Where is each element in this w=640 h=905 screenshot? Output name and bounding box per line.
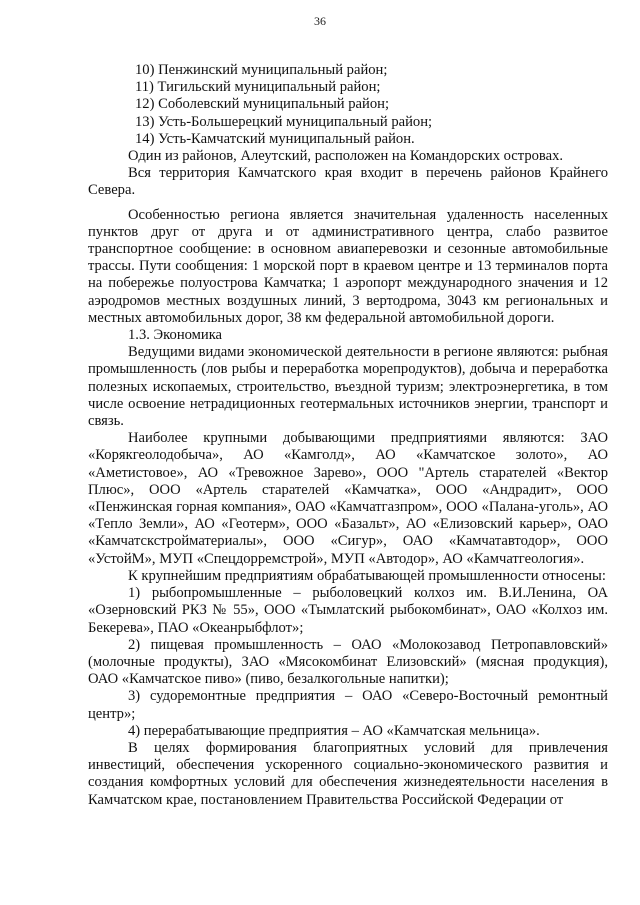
processing-item: 3) судоремонтные предприятия – ОАО «Северо-Восточный ремонтный центр»; (88, 688, 608, 722)
paragraph-remoteness: Особенностью региона является значительная удаленность населенных пунктов друг от друга и от административного центра, слабо развитое транспортное сообщение: в основном авиаперевозки и сезонные автомобильные трассы. Пути сообщения: 1 морской порт в краевом центре и 13 терминалов порта на побережье полуострова Камчатка; 1 аэропорт международного значения и 12 аэродромов местных воздушных линий, 3 вертодрома, 3043 км региональных и местных автомобильных дорог, 38 км федеральной автомобильной дороги. (88, 206, 608, 326)
page-body (88, 62, 608, 809)
paragraph-mining: Наиболее крупными добывающими предприятиями являются: ЗАО «Корякгеолодобыча», АО «Камголд», АО «Камчатское золото», АО «Аметистовое», АО «Тревожное Зарево», ООО "Артель старателей «Вектор Плюс», ООО «Артель старателей «Камчатка», ООО «Андрадит», ООО «Пенжинская горная компания», ОАО «Камчатгазпром», ООО «Палана-уголь», АО «Тепло Земли», АО «Геотерм», ООО «Базальт», АО «Елизовский карьер», ОАО «Камчатскстройматериалы», ООО «Сигур», ОАО «Камчатавтодор», ООО «УстойМ», МУП «Спецдорремстрой», МУП «Автодор», АО «Камчатгеология». (88, 430, 608, 567)
district-list-item: 11) Тигильский муниципальный район; (135, 79, 381, 96)
paragraph-investment: В целях формирования благоприятных условий для привлечения инвестиций, обеспечения ускоренного социально-экономического развития и создания комфортных условий для обеспечения жизнедеятельности населения в Камчатском крае, постановлением Правительства Российской Федерации от (88, 739, 608, 808)
processing-item: 4) перерабатывающие предприятия – АО «Камчатская мельница». (128, 722, 540, 739)
processing-item: 1) рыбопромышленные – рыболовецкий колхоз им. В.И.Ленина, ОА «Озерновский РКЗ № 55», ООО «Тымлатский рыбокомбинат», ОАО «Колхоз им. Бекерева», ПАО «Океанрыбфлот»; (88, 585, 608, 636)
processing-item: 2) пищевая промышленность – ОАО «Молокозавод Петропавловский» (молочные продукты), ЗАО «Мясокомбинат Елизовский» (мясная продукция), ОАО «Камчатское пиво» (пиво, безалкогольные напитки); (88, 636, 608, 688)
section-title: 1.3. Экономика (128, 327, 223, 344)
district-list-item: 12) Соболевский муниципальный район; (135, 96, 390, 113)
paragraph-north: Вся территория Камчатского края входит в перечень районов Крайнего Севера. (88, 165, 608, 199)
district-list-item: 14) Усть-Камчатский муниципальный район. (135, 130, 415, 147)
paragraph-aleut: Один из районов, Алеутский, расположен на Командорских островах. (128, 148, 564, 165)
district-list-item: 13) Усть-Большерецкий муниципальный район; (135, 113, 433, 130)
district-list-item: 10) Пенжинский муниципальный район; (135, 62, 388, 78)
paragraph-processing-intro: К крупнейшим предприятиям обрабатывающей промышленности относены: (128, 567, 606, 584)
paragraph-activities: Ведущими видами экономической деятельности в регионе являются: рыбная промышленность (лов рыбы и переработка морепродуктов), добыча и переработка полезных ископаемых, строительство, въездной туризм; электроэнергетика, в том числе освоение нетрадиционных геотермальных источников энергии, транспорт и связь. (88, 344, 608, 430)
page-number: 36 (314, 14, 326, 28)
